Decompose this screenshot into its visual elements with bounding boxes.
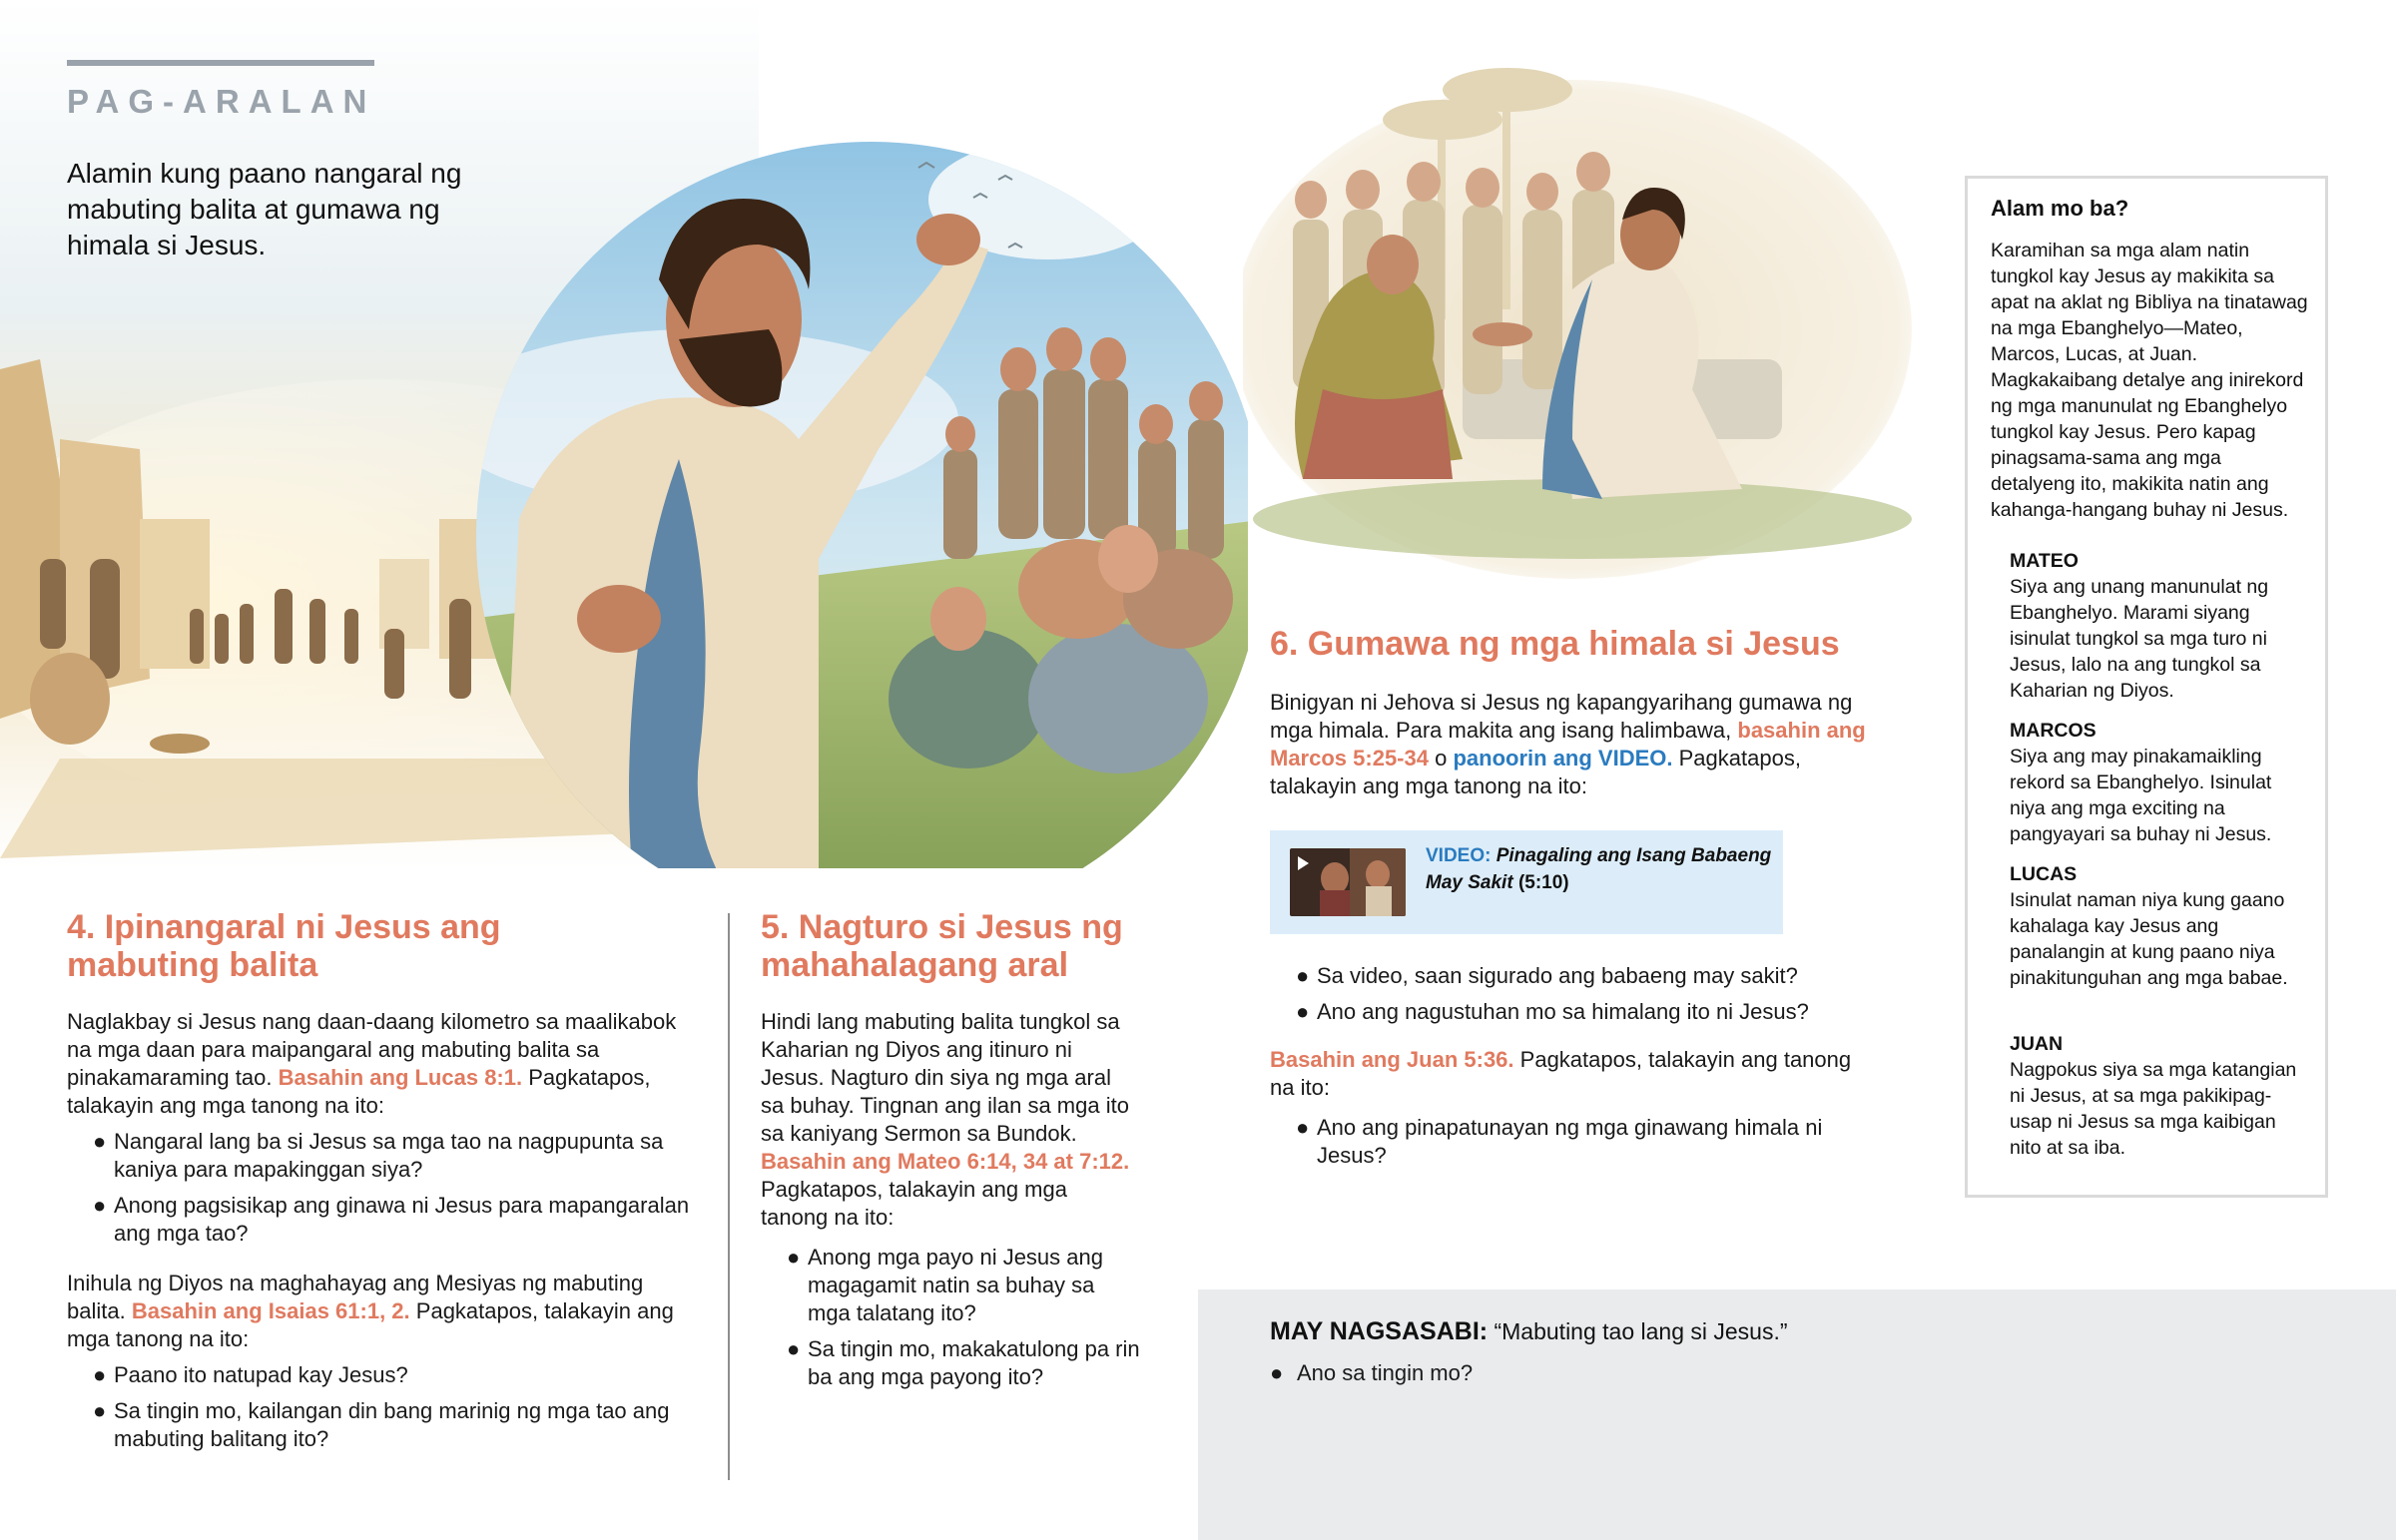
header-rule	[67, 60, 374, 66]
question-text: Sa tingin mo, makakatulong pa rin ba ang mga payong ito?	[808, 1336, 1140, 1389]
say-statement	[1270, 1315, 1788, 1347]
bullet-icon: ●	[1296, 999, 1310, 1024]
bullet-icon: ●	[93, 1193, 107, 1218]
question-text: Sa video, saan sigurado ang babaeng may sakit?	[1317, 963, 1798, 988]
section-6-heading: 6. Gumawa ng mga himala si Jesus	[1270, 625, 1840, 663]
column-divider	[728, 913, 730, 1480]
section-6-instruction: Pagkatapos, talakayin ang mga tanong na ito:	[1270, 746, 1801, 798]
question-text: Ano ang nagustuhan mo sa himalang ito ni Jesus?	[1317, 999, 1809, 1024]
question-item	[761, 1335, 1140, 1391]
mateo-reference-link[interactable]: Basahin ang Mateo 6:14, 34 at 7:12.	[761, 1149, 1130, 1174]
bullet-icon: ●	[93, 1129, 107, 1154]
section-5	[761, 908, 1140, 1399]
section-4-text: Naglakbay si Jesus nang daan-daang kilometro sa maalikabok na mga daan para maipangaral ang mabuting balita sa pinakamaraming tao.	[67, 1009, 677, 1090]
sidebar-item-marcos	[2010, 718, 2309, 847]
section-5-instruction: Pagkatapos, talakayin ang mga tanong na ito:	[761, 1177, 1067, 1230]
question-item	[67, 1397, 706, 1453]
watch-video-link[interactable]: panoorin ang VIDEO.	[1453, 746, 1673, 770]
section-label: PAG-ARALAN	[67, 83, 376, 120]
sidebar-item-lucas	[2010, 861, 2309, 991]
section-4-instruction: Pagkatapos, talakayin ang mga tanong na ito:	[67, 1065, 651, 1118]
question-item	[1270, 962, 1889, 990]
question-item	[1270, 998, 1889, 1026]
question-item	[67, 1361, 706, 1389]
section-6-lower	[1270, 962, 1889, 1178]
video-label: VIDEO:	[1426, 845, 1492, 866]
isaias-reference-link[interactable]: Basahin ang Isaias 61:1, 2.	[131, 1298, 410, 1323]
section-4-heading: 4. Ipinangaral ni Jesus ang mabuting balita	[67, 908, 501, 984]
sidebar-item-heading: JUAN	[2010, 1033, 2064, 1055]
did-you-know-sidebar	[1965, 176, 2328, 1198]
intro-text: Alamin kung paano nangaral ng mabuting balita at gumawa ng himala si Jesus.	[67, 158, 462, 260]
question-item	[761, 1244, 1140, 1327]
section-6-paragraph-2	[1270, 1046, 1879, 1102]
marcos-reference-link[interactable]: basahin ang Marcos 5:25-34	[1270, 718, 1866, 770]
question-text: Nangaral lang ba si Jesus sa mga tao na nagpupunta sa kaniya para mapakinggan siya?	[114, 1129, 664, 1182]
section-4-questions-1	[67, 1128, 706, 1248]
question-item	[67, 1128, 706, 1184]
sidebar-item-juan	[2010, 1031, 2309, 1161]
section-4-text-2: Inihula ng Diyos na maghahayag ang Mesiyas ng mabuting balita.	[67, 1271, 644, 1323]
section-4-paragraph-2	[67, 1270, 686, 1353]
question-item	[67, 1192, 706, 1248]
section-4-paragraph-1	[67, 1008, 686, 1120]
say-questions	[1270, 1359, 2069, 1395]
section-5-questions	[761, 1244, 1140, 1391]
section-4-instruction-2: Pagkatapos, talakayin ang mga tanong na ito:	[67, 1298, 674, 1351]
some-people-say-panel	[1198, 1289, 2396, 1540]
section-6-instruction-2: Pagkatapos, talakayin ang tanong na ito:	[1270, 1047, 1852, 1100]
sidebar-item-text: Siya ang unang manunulat ng Ebanghelyo. Marami siyang isinulat tungkol sa mga turo ni Jesus, lalo na ang tungkol sa Kaharian ng Diyos.	[2010, 576, 2269, 702]
video-caption	[1426, 842, 1775, 896]
sidebar-body: Karamihan sa mga alam natin tungkol kay Jesus ay makikita sa apat na aklat ng Bibliya na tinatawag na mga Ebanghelyo—Mateo, Marcos, Lucas, at Juan. Magkakaibang detalye ang inirekord ng mga manunulat ng Ebanghelyo tungkol kay Jesus. Pero kapag pinagsama-sama ang mga detalyeng ito, makikita natin ang kahanga-hangang buhay ni Jesus.	[1991, 240, 2308, 521]
bullet-icon: ●	[1270, 1360, 1284, 1385]
section-6-questions-2	[1270, 1114, 1829, 1170]
bullet-icon: ●	[1296, 1115, 1310, 1140]
sidebar-item-mateo	[2010, 548, 2309, 704]
say-quote: “Mabuting tao lang si Jesus.”	[1494, 1318, 1788, 1344]
section-6-paragraph-1	[1270, 689, 1879, 800]
section-4-questions-2	[67, 1361, 706, 1453]
sidebar-item-text: Isinulat naman niya kung gaano kahalaga kay Jesus ang panalangin at kung paano niya pinakitunguhan ang mga babae.	[2010, 889, 2288, 989]
section-4	[67, 908, 690, 1461]
video-duration: (5:10)	[1517, 872, 1569, 893]
healing-miracle-illustration	[1243, 60, 1922, 589]
bullet-icon: ●	[787, 1336, 801, 1361]
section-6-questions-1	[1270, 962, 1889, 1026]
question-item	[1270, 1114, 1829, 1170]
sidebar-item-text: Siya ang may pinakamaikling rekord sa Ebanghelyo. Isinulat niya ang mga exciting na pangyayari sa buhay ni Jesus.	[2010, 746, 2272, 845]
question-text: Paano ito natupad kay Jesus?	[114, 1362, 408, 1387]
or-text: o	[1435, 746, 1448, 770]
sidebar-title: Alam mo ba?	[1991, 196, 2129, 221]
section-6	[1270, 625, 1889, 800]
bullet-icon: ●	[787, 1245, 801, 1270]
bullet-icon: ●	[93, 1398, 107, 1423]
bullet-icon: ●	[93, 1362, 107, 1387]
section-5-paragraph	[761, 1008, 1135, 1232]
video-title[interactable]: Pinagaling ang Isang Babaeng May Sakit	[1426, 845, 1772, 893]
video-card[interactable]	[1270, 830, 1783, 934]
say-label: MAY NAGSASABI:	[1270, 1317, 1489, 1345]
sidebar-item-text: Nagpokus siya sa mga katangian ni Jesus, at sa mga pakikipag-usap ni Jesus sa mga kaibigan nito at sa iba.	[2010, 1059, 2297, 1159]
video-thumbnail[interactable]	[1290, 848, 1406, 916]
lucas-reference-link[interactable]: Basahin ang Lucas 8:1.	[278, 1065, 523, 1090]
question-text: Ano ang pinapatunayan ng mga ginawang himala ni Jesus?	[1317, 1115, 1823, 1168]
question-text: Anong mga payo ni Jesus ang magagamit natin sa buhay sa mga talatang ito?	[808, 1245, 1103, 1325]
sidebar-item-heading: MATEO	[2010, 550, 2079, 572]
bullet-icon: ●	[1296, 963, 1310, 988]
juan-reference-link[interactable]: Basahin ang Juan 5:36.	[1270, 1047, 1514, 1072]
sidebar-item-heading: MARCOS	[2010, 720, 2096, 742]
section-5-heading: 5. Nagturo si Jesus ng mahahalagang aral	[761, 908, 1123, 984]
section-5-text: Hindi lang mabuting balita tungkol sa Kaharian ng Diyos ang itinuro ni Jesus. Nagturo din siya ng mga aral sa buhay. Tingnan ang ilan sa mga ito sa kaniyang Sermon sa Bundok.	[761, 1009, 1129, 1146]
question-text: Ano sa tingin mo?	[1297, 1360, 1474, 1385]
question-item	[1270, 1359, 2069, 1387]
question-text: Sa tingin mo, kailangan din bang marinig ng mga tao ang mabuting balitang ito?	[114, 1398, 670, 1451]
sidebar-item-heading: LUCAS	[2010, 863, 2078, 885]
jesus-preaching-illustration	[0, 0, 1248, 868]
question-text: Anong pagsisikap ang ginawa ni Jesus para mapangaralan ang mga tao?	[114, 1193, 690, 1246]
section-6-text: Binigyan ni Jehova si Jesus ng kapangyarihang gumawa ng mga himala. Para makita ang isang halimbawa,	[1270, 690, 1853, 743]
